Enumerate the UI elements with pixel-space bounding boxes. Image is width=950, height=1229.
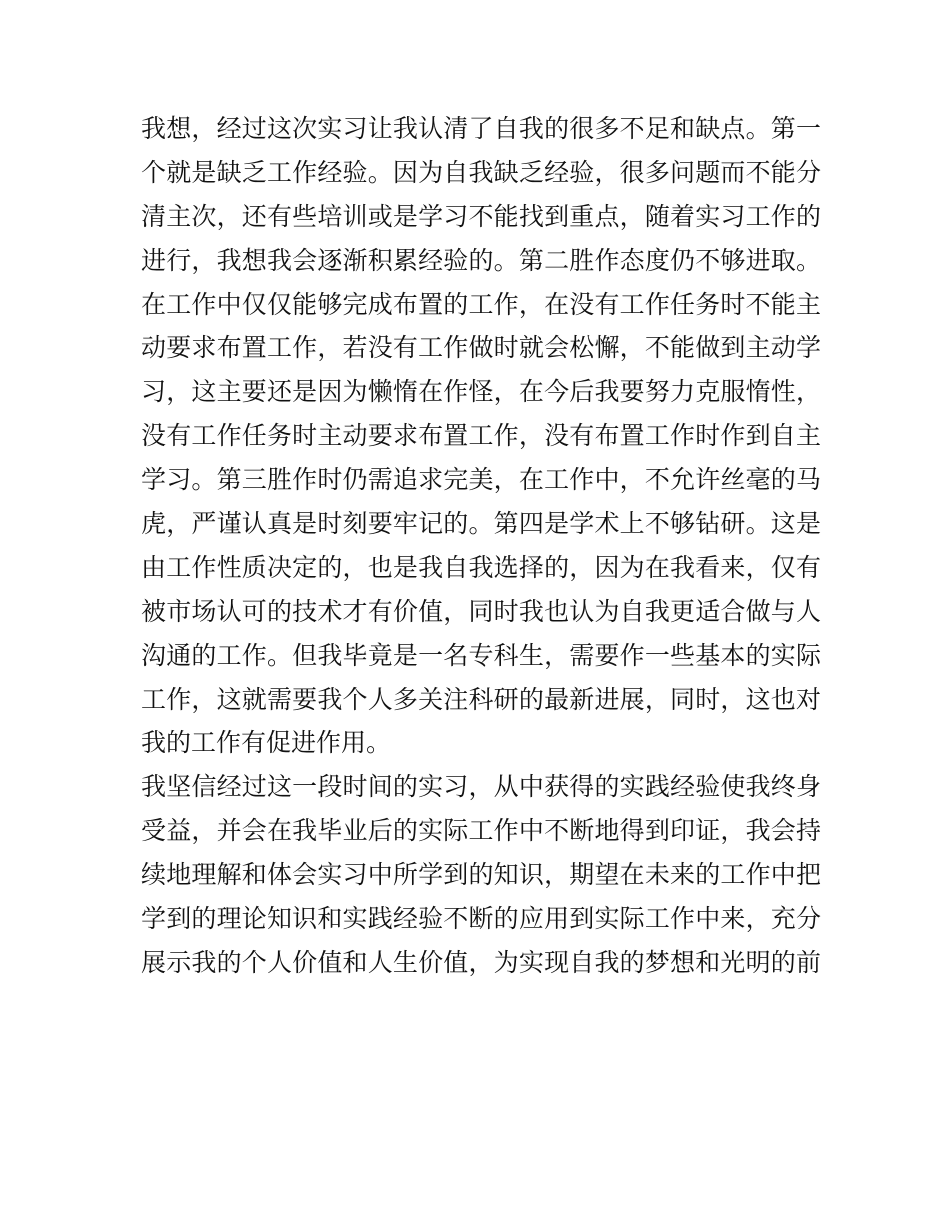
text-line: 被市场认可的技术才有价值，同时我也认为自我更适合做与人	[141, 596, 821, 626]
paragraph-1	[141, 107, 821, 765]
text-line: 工作，这就需要我个人多关注科研的最新进展，同时，这也对	[141, 684, 821, 714]
text-line: 学习。第三胜作时仍需追求完美，在工作中，不允许丝毫的马	[141, 465, 821, 495]
paragraph-2	[141, 765, 821, 984]
text-line: 受益，并会在我毕业后的实际工作中不断地得到印证，我会持	[141, 816, 821, 846]
text-line: 续地理解和体会实习中所学到的知识，期望在未来的工作中把	[141, 860, 821, 890]
text-line: 学到的理论知识和实践经验不断的应用到实际工作中来，充分	[141, 904, 821, 934]
text-line: 沟通的工作。但我毕竟是一名专科生，需要作一些基本的实际	[141, 640, 821, 670]
text-line: 没有工作任务时主动要求布置工作，没有布置工作时作到自主	[141, 421, 821, 451]
text-line: 清主次，还有些培训或是学习不能找到重点，随着实习工作的	[141, 201, 821, 231]
text-line: 进行，我想我会逐渐积累经验的。第二胜作态度仍不够进取。	[141, 245, 821, 275]
text-line: 在工作中仅仅能够完成布置的工作，在没有工作任务时不能主	[141, 289, 821, 319]
text-line: 我的工作有促进作用。	[141, 728, 392, 758]
text-line: 动要求布置工作，若没有工作做时就会松懈，不能做到主动学	[141, 333, 821, 363]
text-line: 虎，严谨认真是时刻要牢记的。第四是学术上不够钻研。这是	[141, 509, 821, 539]
text-line: 个就是缺乏工作经验。因为自我缺乏经验，很多问题而不能分	[141, 157, 821, 187]
text-line: 我坚信经过这一段时间的实习，从中获得的实践经验使我终身	[141, 772, 821, 802]
document-body	[141, 107, 821, 985]
text-line: 我想，经过这次实习让我认清了自我的很多不足和缺点。第一	[141, 114, 821, 143]
text-line: 由工作性质决定的，也是我自我选择的，因为在我看来，仅有	[141, 552, 821, 582]
text-line: 展示我的个人价值和人生价值，为实现自我的梦想和光明的前	[141, 947, 821, 977]
text-line: 习，这主要还是因为懒惰在作怪，在今后我要努力克服惰性，	[141, 377, 821, 407]
